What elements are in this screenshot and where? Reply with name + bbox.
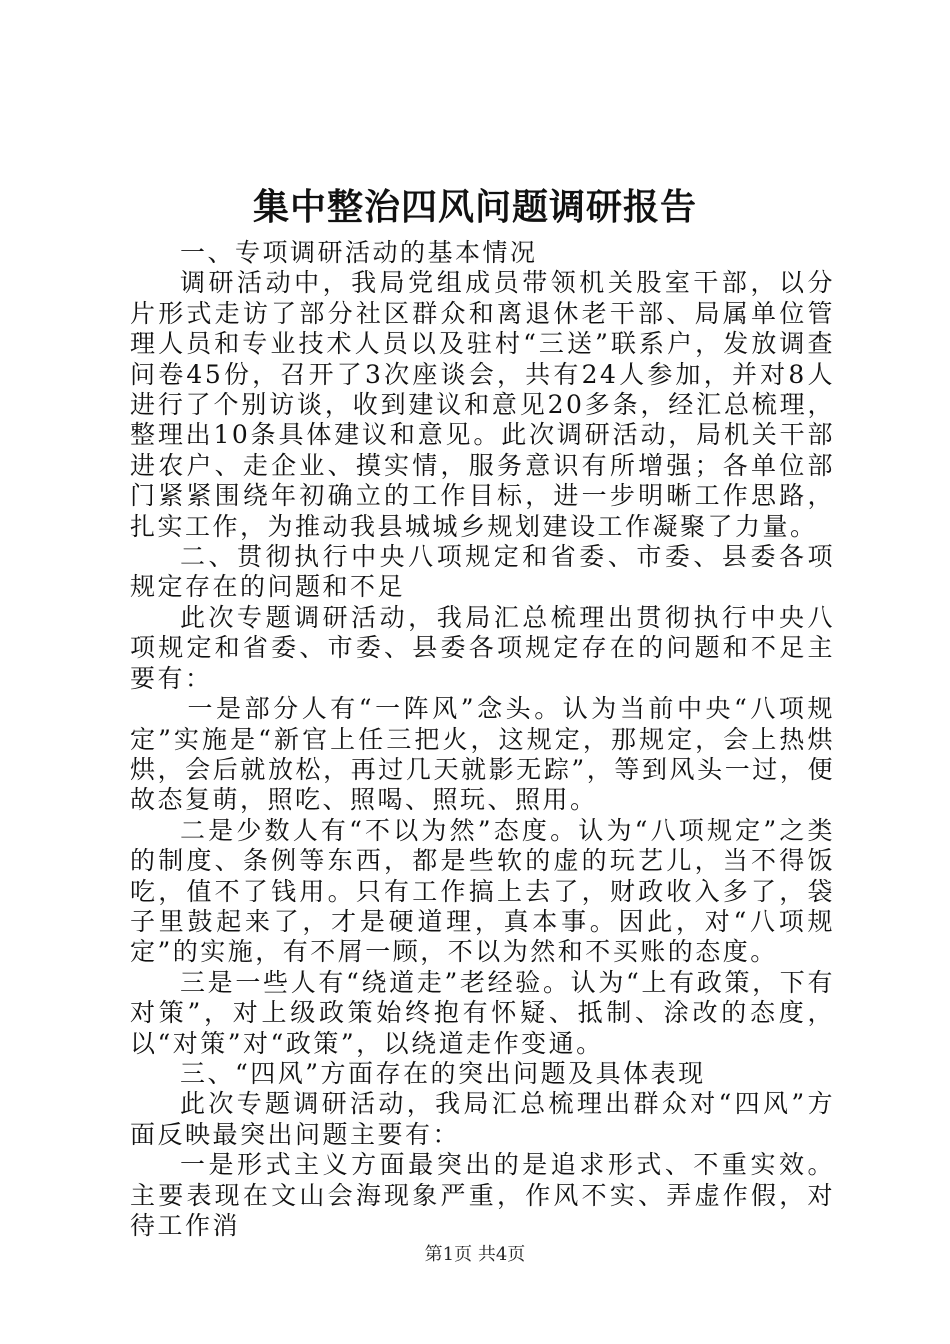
document-body: [130, 238, 835, 1241]
paragraph-summary-intro: 此次专题调研活动，我局汇总梳理出贯彻执行中央八项规定和省委、市委、县委各项规定存在的问题和不足主要有：: [130, 602, 835, 693]
document-title: 集中整治四风问题调研报告: [252, 186, 697, 228]
paragraph-formalism: 一是形式主义方面最突出的是追求形式、不重实效。主要表现在文山会海现象严重，作风不实、弄虚作假，对待工作消: [130, 1150, 835, 1240]
page-footer: 第1页 共4页: [424, 1244, 526, 1265]
paragraph-point-three: 三是一些人有“绕道走”老经验。认为“上有政策，下有对策”，对上级政策始终抱有怀疑、抵制、涂改的态度，以“对策”对“政策”，以绕道走作变通。: [130, 967, 835, 1058]
section-heading-3: 三、“四风”方面存在的突出问题及具体表现: [180, 1058, 706, 1088]
paragraph-point-two: 二是少数人有“不以为然”态度。认为“八项规定”之类的制度、条例等东西，都是些软的虚的玩艺儿，当不得饭吃，值不了钱用。只有工作搞上去了，财政收入多了，袋子里鼓起来了，才是硬道理，真本事。因此，对“八项规定”的实施，有不屑一顾，不以为然和不买账的态度。: [130, 815, 835, 967]
section-heading-1: 一、专项调研活动的基本情况: [180, 238, 538, 267]
paragraph-four-winds-intro: 此次专题调研活动，我局汇总梳理出群众对“四风”方面反映最突出问题主要有：: [130, 1089, 835, 1149]
paragraph-point-one: 一是部分人有“一阵风”念头。认为当前中央“八项规定”实施是“新官上任三把火，这规定，那规定，会上热烘烘，会后就放松，再过几天就影无踪”，等到风头一过，便故态复萌，照吃、照喝、照玩、照用。: [130, 694, 835, 815]
paragraph-research-overview: 调研活动中，我局党组成员带领机关股室干部，以分片形式走访了部分社区群众和离退休老干部、局属单位管理人员和专业技术人员以及驻村“三送”联系户，发放调查问卷45份，召开了3次座谈会，共有24人参加，并对8人进行了个别访谈，收到建议和意见20多条，经汇总梳理，整理出10条具体建议和意见。此次调研活动，局机关干部进农户、走企业、摸实情，服务意识有所增强；各单位部门紧紧围绕年初确立的工作目标，进一步明晰工作思路，扎实工作，为推动我县城城乡规划建设工作凝聚了力量。: [130, 268, 835, 541]
section-heading-2: 二、贯彻执行中央八项规定和省委、市委、县委各项规定存在的问题和不足: [130, 542, 835, 602]
